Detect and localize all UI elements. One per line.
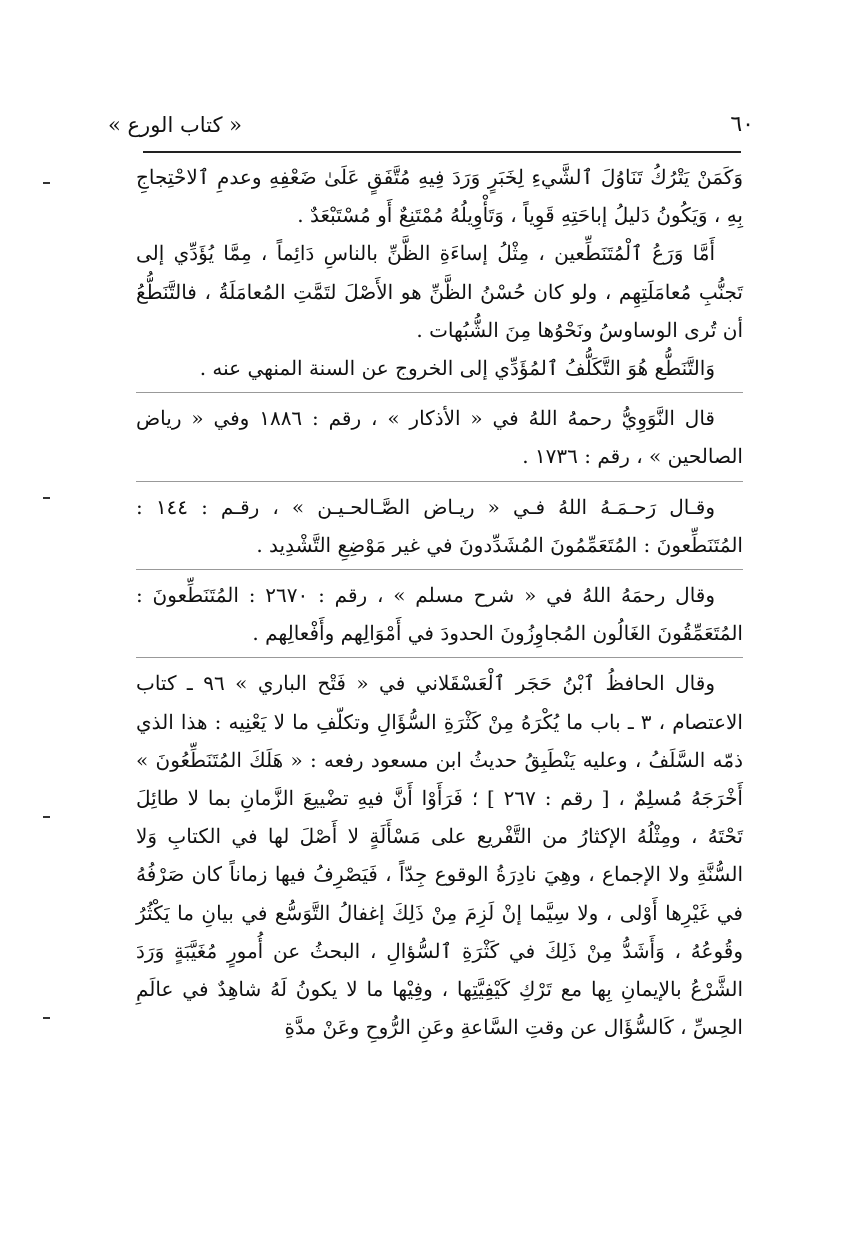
- paragraph: وَكَمَنْ يَتْرُكُ تَنَاوُلَ ٱلشَّيءِ لِخَبَرٍ وَرَدَ فِيهِ مُتَّفَقٍ عَلَىٰ ضَعْفِهِ وعدمِ ٱلاحْتِجاجِ بِهِ ، وَيَكُونُ دَليلُ إباحَتِهِ قَوِياً ، وَتَأْوِيلُهُ مُمْتَنِعٌ أَو مُسْتَبْعَدٌ .: [136, 165, 743, 228]
- running-header-title: « كتاب الورع »: [108, 113, 242, 137]
- margin-mark: [43, 497, 50, 499]
- footnote-paragraph: وقال الحافظُ ٱبْنُ حَجَر ٱلْعَسْقَلاني في « فَتْح الباري » ٩٦ ـ كتاب الاعتصام ، ٣ ـ باب ما يُكْرَهُ مِنْ كَثْرَةِ السُّؤَالِ وتكلّفِ ما لا يَعْنِيه : هذا الذي ذمّه السَّلَفُ ، وعليه يَنْطَبِقُ حديثُ ابن مسعود رفعه : « هَلَكَ المُتَنَطِّعُونَ » أَخْرَجَهُ مُسلِمٌ ، [ رقم : ٢٦٧ ] ؛ فَرَأَوْا أَنَّ فيهِ تضْييعَ الزَّمانِ بما لا طائِلَ تَحْتَهُ ، ومِثْلُهُ الإكثارُ من التَّفْريع على مَسْأَلَةٍ لا أَصْلَ لها في الكتابِ وَلا السُّنَّةِ ولا الإجماع ، وهِيَ نادِرَةُ الوقوع جِدّاً ، فَيَصْرِفُ فيها زماناً كان صَرْفُهُ في غَيْرِها أَوْلى ، ولا سِيَّما إنْ لَزِمَ مِنْ ذَلِكَ إغفالُ التَّوَسُّع في بيانِ ما يَكْثُرُ وقُوعُهُ ، وَأَشَدُّ مِنْ ذَلِكَ في كَثْرَةِ ٱلسُّؤالِ ، البحثُ عن أُمورٍ مُغَيَّبَةٍ وَرَدَ الشَّرْعُ بالإيمانِ بِها مع تَرْكِ كَيْفِيَّتِها ، وفِيْها ما لا يكونُ لَهُ شاهِدٌ في عالَمِ الحِسِّ ، كَالسُّؤَال عن وقتِ السَّاعةِ وعَنِ الرُّوحِ وعَنْ مدَّةِ: [136, 671, 743, 1040]
- paragraph: وَالتَّنَطُّع هُوَ التَّكَلُّفُ ٱلمُؤَدِّي إلى الخروج عن السنة المنهي عنه .: [199, 356, 715, 381]
- header-rule: [143, 151, 741, 153]
- margin-mark: [43, 816, 50, 818]
- footnote-divider: [136, 481, 743, 482]
- footnote-divider: [136, 392, 743, 393]
- page-number: ٦٠: [730, 112, 754, 137]
- paragraph: أَمَّا وَرَعُ ٱلْمُتَنَطِّعين ، مِثْلُ إساءَةِ الظَّنِّ بالناسِ دَائِماً ، مِمَّا يُؤَدِّي إلى تَجنُّبِ مُعامَلَتِهِم ، ولو كان حُسْنُ الظَّنِّ هو الأَصْلَ لتَمَّتِ المُعامَلَةُ ، فالتَّنَطُّعُ أن تُرى الوساوسُ ونَحْوُها مِنَ الشُّبُهات .: [136, 241, 743, 342]
- margin-mark: [43, 1017, 50, 1019]
- footnote-divider: [136, 657, 743, 658]
- footnote-paragraph: قال النَّوَوِيُّ رحمهُ اللهُ في « الأذكار » ، رقم : ١٨٨٦ وفي « رياض الصالحين » ، رقم : ١٧٣٦ .: [136, 406, 743, 469]
- main-text: [136, 158, 743, 1046]
- footnote-divider: [136, 569, 743, 570]
- footnote-paragraph: وقـال رَحـمَـهُ اللهُ فـي « ريـاض الصَّـالحـيـن » ، رقـم : ١٤٤ : المُتَنَطِّعونَ : المُتَعَمِّمُونَ المُشَدِّدونَ في غير مَوْضِعِ التَّشْدِيد .: [136, 494, 743, 557]
- footnote-paragraph: وقال رحمَهُ اللهُ في « شرح مسلم » ، رقم : ٢٦٧٠ : المُتَنَطِّعونَ : المُتَعَمِّقُونَ الغَالُون المُجاوِزُونَ الحدودَ في أَمْوَالِهم وأَفْعالِهم .: [136, 583, 743, 646]
- margin-mark: [43, 182, 50, 184]
